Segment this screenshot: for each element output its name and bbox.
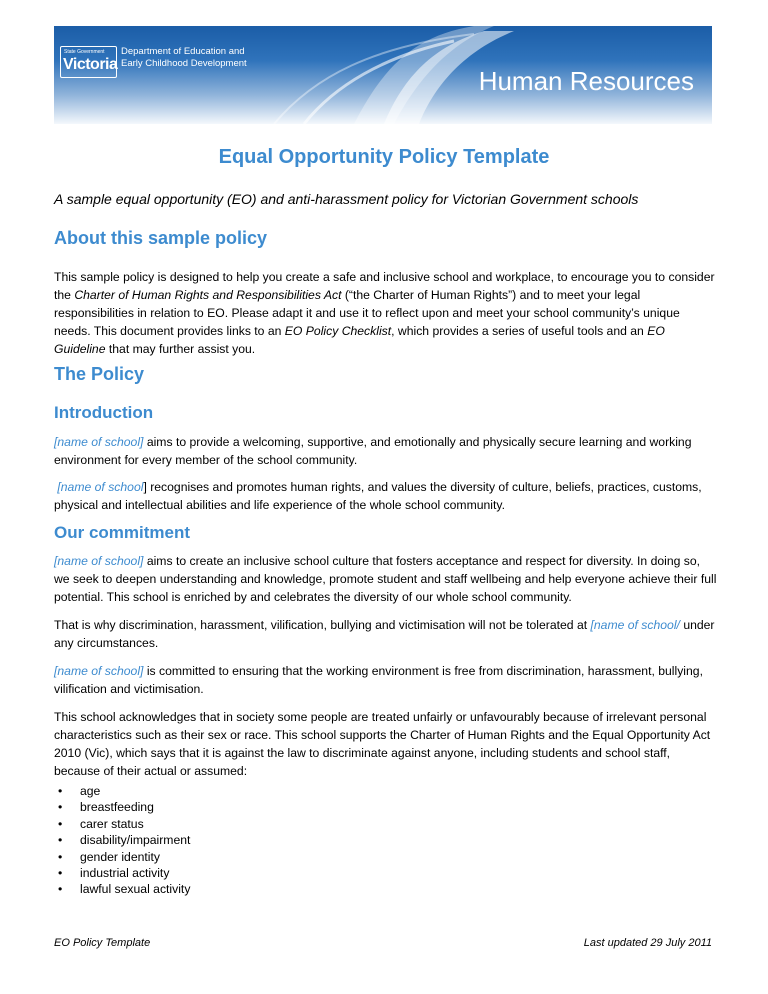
footer-last-updated: Last updated 29 July 2011 (583, 937, 712, 949)
list-item: • disability/impairment (54, 832, 190, 848)
list-item: • carer status (54, 816, 190, 832)
charter-title: Charter of Human Rights and Responsibilities Act (74, 288, 342, 302)
commitment-paragraph-4: This school acknowledges that in society some people are treated unfairly or unfavourably because of irrelevant personal characteristics such as their sex or race. This school supports the Charter of Human Rights and the Equal Opportunity Act 2010 (Vic), which says that it is against the law to discriminate against anyone, including students and school staff, because of their actual or assumed: (54, 710, 711, 778)
list-item: • gender identity (54, 849, 190, 865)
introduction-paragraph-1 (54, 433, 718, 469)
about-text-b: (“the Charter of Human Rights”) and to meet your legal responsibilities in relation to EO. Please adapt it and use it to reflect upon and meet your school community’s unique needs. This document provides links to an (54, 288, 680, 338)
header-banner (54, 26, 712, 124)
document-subtitle: A sample equal opportunity (EO) and anti-harassment policy for Victorian Government schools (54, 191, 639, 207)
commitment-paragraph-3 (54, 662, 718, 698)
department-name (121, 46, 247, 70)
list-item: • age (54, 783, 190, 799)
logo-victoria-text: Victoria (63, 56, 118, 73)
school-name-placeholder: [name of school] (54, 664, 144, 678)
checklist-title: EO Policy Checklist (284, 324, 392, 338)
school-name-placeholder: [name of school] (54, 435, 144, 449)
introduction-text-1: aims to provide a welcoming, supportive, and emotionally and physically secure learning and working environment for every member of the school community. (54, 435, 692, 467)
department-line-2: Early Childhood Development (121, 58, 247, 69)
document-title: Equal Opportunity Policy Template (218, 146, 550, 168)
introduction-heading: Introduction (54, 403, 154, 422)
introduction-paragraph-2 (54, 478, 718, 514)
commitment-text-1: aims to create an inclusive school culture that fosters acceptance and respect for diversity. In doing so, we seek to deepen understanding and knowledge, promote student and staff wellbeing and help everyone achieve their full potential. This school is enriched by and celebrates the diversity of our whole school community. (54, 554, 717, 604)
commitment-paragraph-2 (54, 616, 718, 652)
list-item: • breastfeeding (54, 799, 190, 815)
list-item: • lawful sexual activity (54, 881, 190, 897)
logo-small-text: State Government (64, 49, 105, 55)
commitment-text-2-end: under any circumstances. (54, 618, 715, 650)
about-text-c: , which provides a series of useful tools and an (391, 324, 648, 338)
guideline-title: EO Guideline (54, 324, 665, 356)
introduction-text-2: recognises and promotes human rights, and values the diversity of culture, beliefs, practices, customs, physical and intellectual abilities and life experience of the whole school community. (54, 480, 702, 512)
banner-title: Human Resources (478, 66, 694, 96)
about-text-a: This sample policy is designed to help you create a safe and inclusive school and workplace, to encourage you to consider the (54, 270, 715, 302)
about-paragraph (54, 268, 718, 358)
bracket-text: ] (143, 480, 147, 494)
about-heading: About this sample policy (54, 228, 268, 248)
commitment-paragraph-1 (54, 552, 718, 606)
policy-heading: The Policy (54, 364, 145, 384)
list-item: • industrial activity (54, 865, 190, 881)
victoria-logo (60, 46, 117, 78)
commitment-heading: Our commitment (54, 523, 191, 542)
school-name-placeholder: [name of school/ (590, 618, 680, 632)
about-text-d: that may further assist you. (105, 342, 256, 356)
commitment-text-2: That is why discrimination, harassment, vilification, bullying and victimisation will not be tolerated at (54, 618, 591, 632)
footer-document-name: EO Policy Template (54, 937, 151, 949)
attribute-list (54, 783, 190, 898)
department-line-1: Department of Education and (121, 46, 245, 57)
commitment-text-3: is committed to ensuring that the working environment is free from discrimination, harassment, bullying, vilification and victimisation. (54, 664, 703, 696)
school-name-placeholder: [name of school] (54, 554, 144, 568)
school-name-placeholder: [name of school (57, 480, 144, 494)
